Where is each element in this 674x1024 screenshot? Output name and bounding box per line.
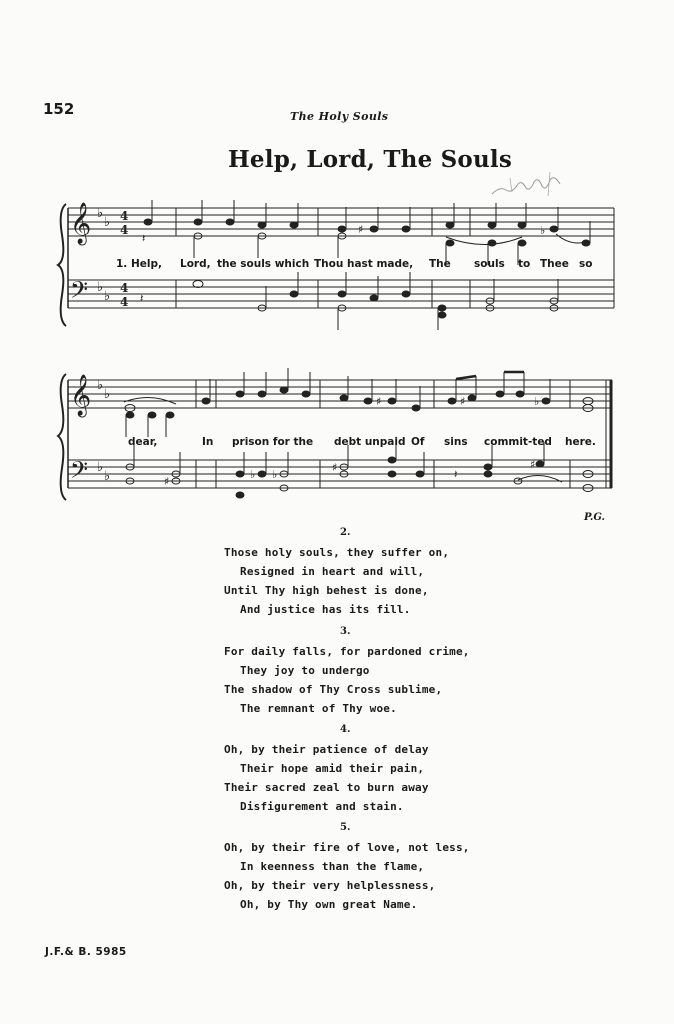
svg-text:♭: ♭ [104,289,111,304]
lyric-syllable: In [202,436,214,448]
verse-line: The shadow of Thy Cross sublime, [224,683,443,696]
verse-line: Their sacred zeal to burn away [224,781,429,794]
verse-number: 2. [340,527,351,538]
verse-line: Oh, by Thy own great Name. [240,898,418,911]
lyric-syllable: the souls which [217,258,310,270]
verse-line: Until Thy high behest is done, [224,584,429,597]
svg-text:4: 4 [120,295,129,309]
verse-line: Resigned in heart and will, [240,565,425,578]
verse-number: 3. [340,626,351,637]
lyric-syllable: to [518,258,531,270]
lyric-syllable: sins [444,436,468,448]
svg-text:♭: ♭ [97,280,104,295]
svg-text:♭: ♭ [97,206,104,221]
svg-text:♭: ♭ [540,224,546,237]
verse-number: 5. [340,822,351,833]
svg-text:4: 4 [120,209,129,223]
lyric-syllable: 1. Help, [116,258,162,270]
svg-text:♭: ♭ [104,469,111,484]
svg-text:𝄢: 𝄢 [70,456,89,489]
svg-text:♯: ♯ [164,475,170,488]
verse-number: 4. [340,724,351,735]
verse-line: Disfigurement and stain. [240,800,404,813]
svg-text:𝄽: 𝄽 [454,468,458,481]
lyric-syllable: Thee [540,258,569,270]
svg-text:4: 4 [120,223,129,237]
verse-line: Their hope amid their pain, [240,762,425,775]
lyric-syllable: Thou hast made, [314,258,414,270]
lyric-syllable: prison for the [232,436,314,448]
svg-text:♯: ♯ [332,461,338,474]
svg-text:♯: ♯ [530,458,536,471]
verse-line: And justice has its fill. [240,603,411,616]
svg-text:𝄽: 𝄽 [142,232,146,245]
music-system-2 [0,360,674,510]
svg-text:𝄽: 𝄽 [140,292,144,305]
svg-text:♭: ♭ [250,468,256,481]
lyric-syllable: debt unpaid [334,436,406,448]
svg-text:♭: ♭ [97,378,104,393]
lyric-syllable: here. [565,436,596,448]
svg-text:𝄞: 𝄞 [70,375,92,416]
verse-line: The remnant of Thy woe. [240,702,397,715]
svg-text:♭: ♭ [104,387,111,402]
verse-line: Oh, by their fire of love, not less, [224,841,470,854]
lyric-syllable: Of [411,436,425,448]
system-2-lyrics [0,436,674,452]
svg-text:♭: ♭ [97,460,104,475]
page-number: 152 [43,100,75,118]
svg-text:4: 4 [120,281,129,295]
verse-line: For daily falls, for pardoned crime, [224,645,470,658]
svg-text:♯: ♯ [358,223,364,236]
svg-text:♯: ♯ [376,395,382,408]
running-header: The Holy Souls [290,110,389,123]
hymn-title: Help, Lord, The Souls [228,146,512,173]
lyric-syllable: so [579,258,593,270]
verse-line: They joy to undergo [240,664,370,677]
svg-text:𝄞: 𝄞 [70,203,92,244]
svg-text:𝄢: 𝄢 [70,276,89,309]
verse-line: Oh, by their patience of delay [224,743,429,756]
lyric-syllable: Lord, [180,258,211,270]
svg-text:♭: ♭ [104,215,111,230]
svg-text:♭: ♭ [534,395,540,408]
lyric-syllable: souls [474,258,505,270]
svg-text:♯: ♯ [460,395,466,408]
svg-text:♭: ♭ [272,468,278,481]
verse-line: In keenness than the flame, [240,860,425,873]
lyric-syllable: The [429,258,451,270]
verse-line: Those holy souls, they suffer on, [224,546,450,559]
lyric-syllable: commit-ted [484,436,552,448]
catalog-number: J.F.& B. 5985 [45,946,127,958]
composer-initials: P.G. [584,512,606,523]
lyric-syllable: dear, [128,436,158,448]
verse-line: Oh, by their very helplessness, [224,879,436,892]
system-1-lyrics [0,258,674,274]
